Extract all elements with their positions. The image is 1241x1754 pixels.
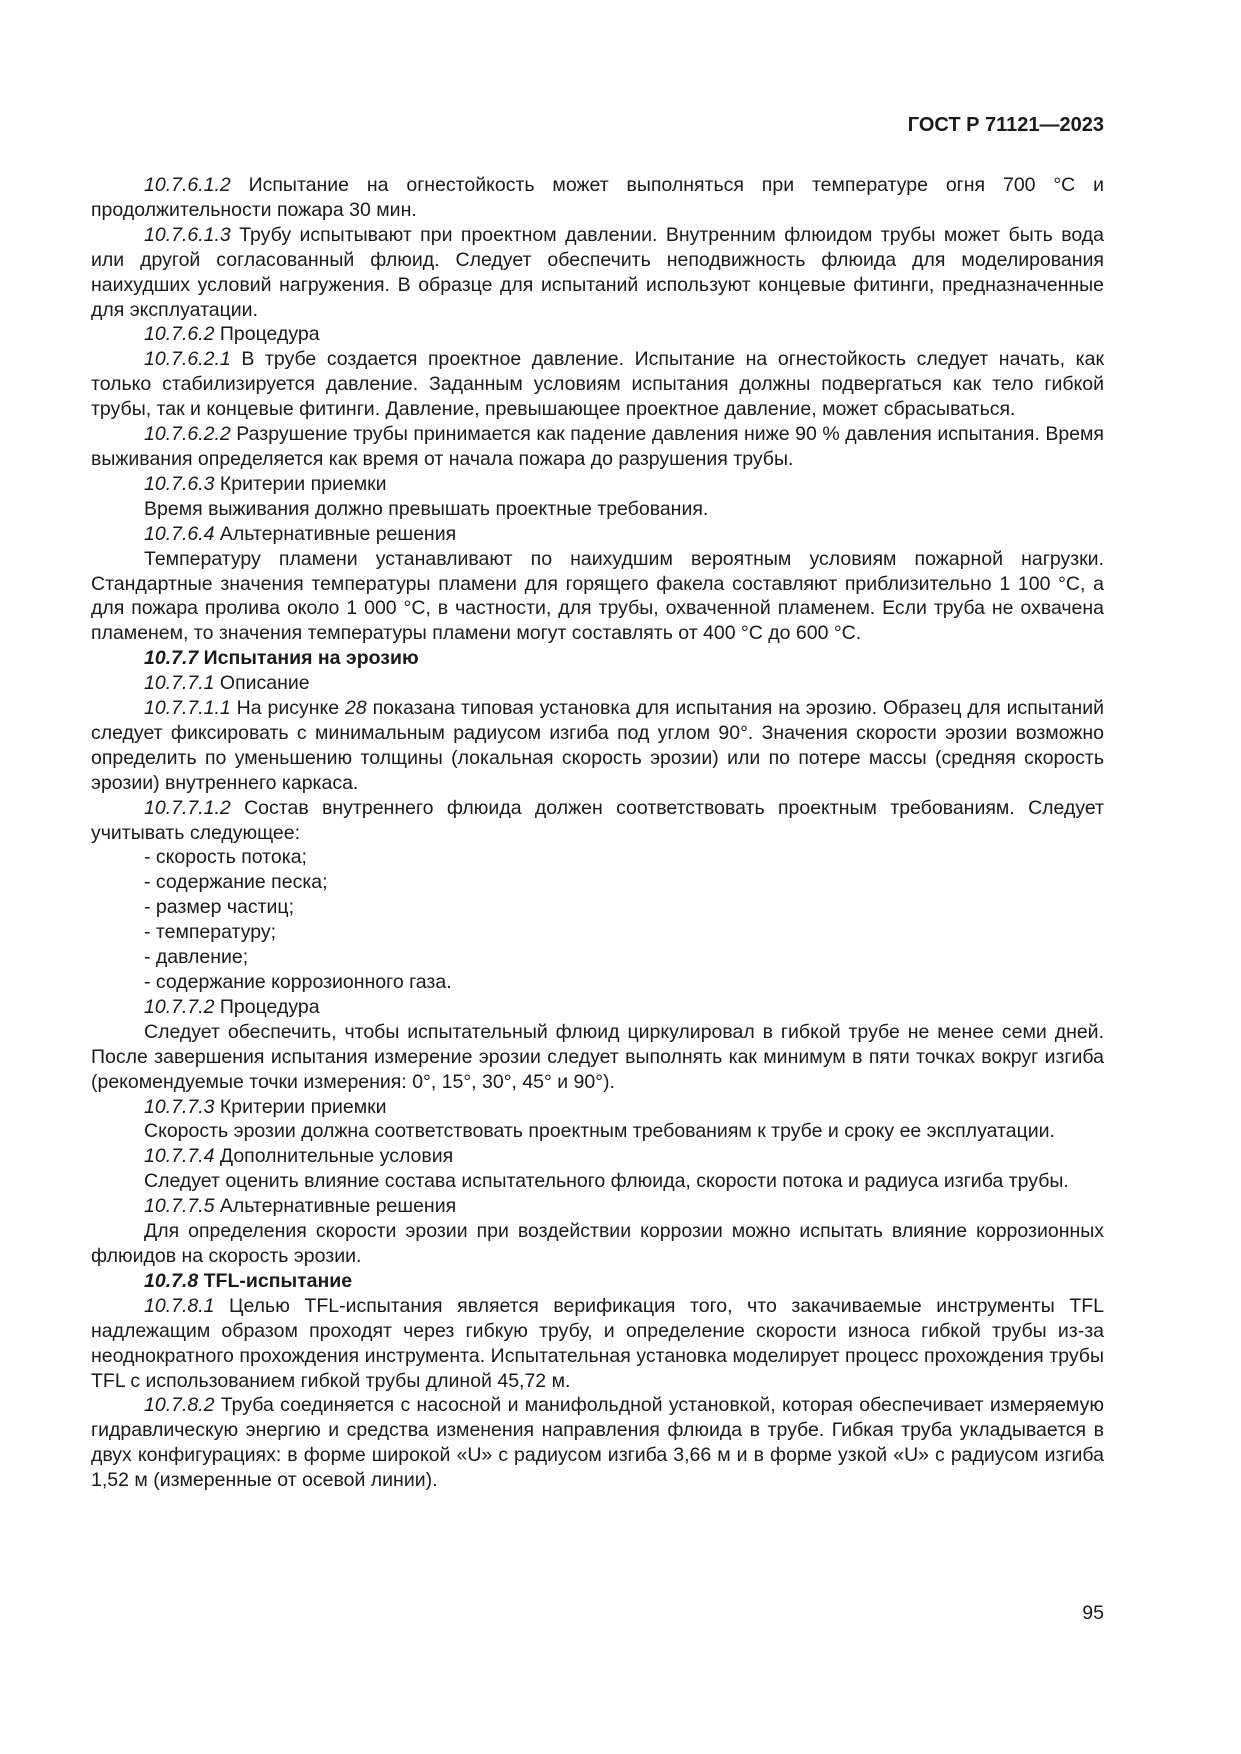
- paragraph: [91, 422, 1104, 472]
- clause-number: 10.7.6.2.1: [144, 348, 231, 371]
- clause-text: Дополнительные условия: [214, 1145, 454, 1168]
- figure-reference: 28: [345, 697, 367, 720]
- clause-number: 10.7.6.2: [144, 323, 215, 346]
- clause-number: 10.7.7.5: [144, 1195, 215, 1218]
- paragraph: [91, 1194, 1104, 1219]
- clause-number: 10.7.7.2: [144, 995, 215, 1018]
- clause-number: 10.7.6.2.2: [144, 423, 231, 446]
- clause-number: 10.7.6.3: [144, 472, 215, 495]
- list-item: - содержание песка;: [144, 871, 328, 894]
- clause-number: 10.7.6.1.2: [144, 174, 231, 196]
- clause-text: Трубу испытывают при проектном давлении. Внутренним флюидом трубы может быть вода или другой согласованный флюид. Следует обеспечить неподвижность флюида для моделирования наихудших условий нагружения. В образце для испытаний используют концевые фитинги, предназначенные для эксплуатации.: [91, 223, 1104, 321]
- list-item: - температуру;: [144, 921, 277, 944]
- clause-number: 10.7.8: [144, 1269, 199, 1292]
- paragraph: [91, 1294, 1104, 1394]
- paragraph: [91, 1095, 1104, 1120]
- clause-text: Следует оценить влияние состава испытательного флюида, скорости потока и радиуса изгиба трубы.: [144, 1170, 1069, 1193]
- clause-text: Альтернативные решения: [214, 1195, 457, 1218]
- section-heading: [91, 1269, 1104, 1294]
- paragraph: [91, 1020, 1104, 1095]
- section-title: Испытания на эрозию: [198, 647, 419, 670]
- paragraph: [91, 472, 1104, 497]
- clause-text: Разрушение трубы принимается как падение давления ниже 90 % давления испытания. Время выживания определяется как время от начала пожара до разрушения трубы.: [91, 423, 1104, 470]
- list-item: - содержание коррозионного газа.: [144, 971, 452, 993]
- page-number: 95: [1082, 1602, 1104, 1624]
- paragraph: [91, 1219, 1104, 1269]
- clause-text: Для определения скорости эрозии при воздействии коррозии можно испытать влияние коррозионных флюидов на скорость эрозии.: [91, 1220, 1104, 1267]
- clause-text: Критерии приемки: [214, 472, 387, 495]
- paragraph: [91, 1119, 1104, 1144]
- paragraph: [91, 497, 1104, 522]
- paragraph: [91, 547, 1104, 647]
- clause-text: Время выживания должно превышать проектные требования.: [144, 497, 709, 520]
- section-heading: [91, 646, 1104, 671]
- clause-number: 10.7.8.1: [144, 1294, 215, 1317]
- document-header: ГОСТ Р 71121—2023: [907, 114, 1104, 136]
- clause-number: 10.7.7.3: [144, 1095, 215, 1118]
- clause-number: 10.7.8.2: [144, 1394, 215, 1417]
- clause-number: 10.7.7.1.1: [144, 697, 231, 720]
- list-item: - размер частиц;: [144, 896, 295, 919]
- paragraph: [91, 1393, 1104, 1493]
- paragraph: [91, 223, 1104, 323]
- clause-number: 10.7.7: [144, 647, 199, 670]
- list-item: - скорость потока;: [144, 846, 307, 869]
- clause-text: Альтернативные решения: [214, 522, 457, 545]
- paragraph: [91, 696, 1104, 796]
- paragraph: [91, 671, 1104, 696]
- paragraph: [91, 347, 1104, 422]
- paragraph: [91, 796, 1104, 846]
- paragraph: [91, 522, 1104, 547]
- body-text: [91, 173, 1104, 1493]
- clause-text: Испытание на огнестойкость может выполняться при температуре огня 700 °С и продолжительности пожара 30 мин.: [91, 174, 1104, 221]
- clause-text: Целью TFL-испытания является верификация того, что закачиваемые инструменты TFL надлежащим образом проходят через гибкую трубу, и определение скорости износа гибкой трубы из-за неоднократного прохождения инструмента. Испытательная установка моделирует процесс прохождения трубы TFL с использованием гибкой трубы длиной 45,72 м.: [91, 1294, 1104, 1392]
- section-title: TFL-испытание: [198, 1269, 353, 1292]
- list-item: - давление;: [144, 946, 249, 969]
- paragraph: [91, 1144, 1104, 1169]
- clause-number: 10.7.7.4: [144, 1145, 215, 1168]
- clause-text: Температуру пламени устанавливают по наихудшим вероятным условиям пожарной нагрузки. Стандартные значения температуры пламени для горящего факела составляют приблизительно 1 100 °С, а для пожара пролива около 1 000 °С, в частности, для трубы, охваченной пламенем. Если труба не охвачена пламенем, то значения температуры пламени могут составлять от 400 °С до 600 °С.: [91, 547, 1104, 645]
- clause-text: На рисунке: [230, 697, 346, 720]
- clause-text: показана типовая установка для испытания на эрозию. Образец для испытаний следует фиксировать с минимальным радиусом изгиба под углом 90°. Значения скорости эрозии возможно определить по уменьшению толщины (локальная скорость эрозии) или по потере массы (средняя скорость эрозии) внутреннего каркаса.: [91, 697, 1104, 794]
- clause-number: 10.7.6.1.3: [144, 223, 231, 246]
- paragraph: [91, 995, 1104, 1020]
- clause-number: 10.7.6.4: [144, 522, 215, 545]
- clause-text: Критерии приемки: [214, 1095, 387, 1118]
- paragraph: [91, 173, 1104, 223]
- clause-text: Описание: [214, 672, 310, 695]
- clause-number: 10.7.7.1.2: [144, 796, 231, 819]
- paragraph: [91, 322, 1104, 347]
- clause-text: Следует обеспечить, чтобы испытательный флюид циркулировал в гибкой трубе не менее семи дней. После завершения испытания измерение эрозии следует выполнять как минимум в пяти точках вокруг изгиба (рекомендуемые точки измерения: 0°, 15°, 30°, 45° и 90°).: [91, 1020, 1104, 1093]
- clause-number: 10.7.7.1: [144, 672, 215, 695]
- clause-text: Труба соединяется с насосной и манифольдной установкой, которая обеспечивает измеряемую гидравлическую энергию и средства изменения направления флюида в трубе. Гибкая труба укладывается в двух конфигурациях: в форме широкой «U» с радиусом изгиба 3,66 м и в форме узкой «U» с радиусом изгиба 1,52 м (измеренные от осевой линии).: [91, 1394, 1104, 1492]
- clause-text: Скорость эрозии должна соответствовать проектным требованиям к трубе и сроку ее эксплуатации.: [144, 1120, 1055, 1143]
- paragraph: [91, 1169, 1104, 1194]
- clause-text: Процедура: [214, 323, 320, 346]
- clause-text: В трубе создается проектное давление. Испытание на огнестойкость следует начать, как только стабилизируется давление. Заданным условиям испытания должны подвергаться как тело гибкой трубы, так и концевые фитинги. Давление, превышающее проектное давление, может сбрасываться.: [91, 348, 1104, 421]
- clause-text: Состав внутреннего флюида должен соответствовать проектным требованиям. Следует учитывать следующее:: [91, 796, 1104, 844]
- clause-text: Процедура: [214, 995, 320, 1018]
